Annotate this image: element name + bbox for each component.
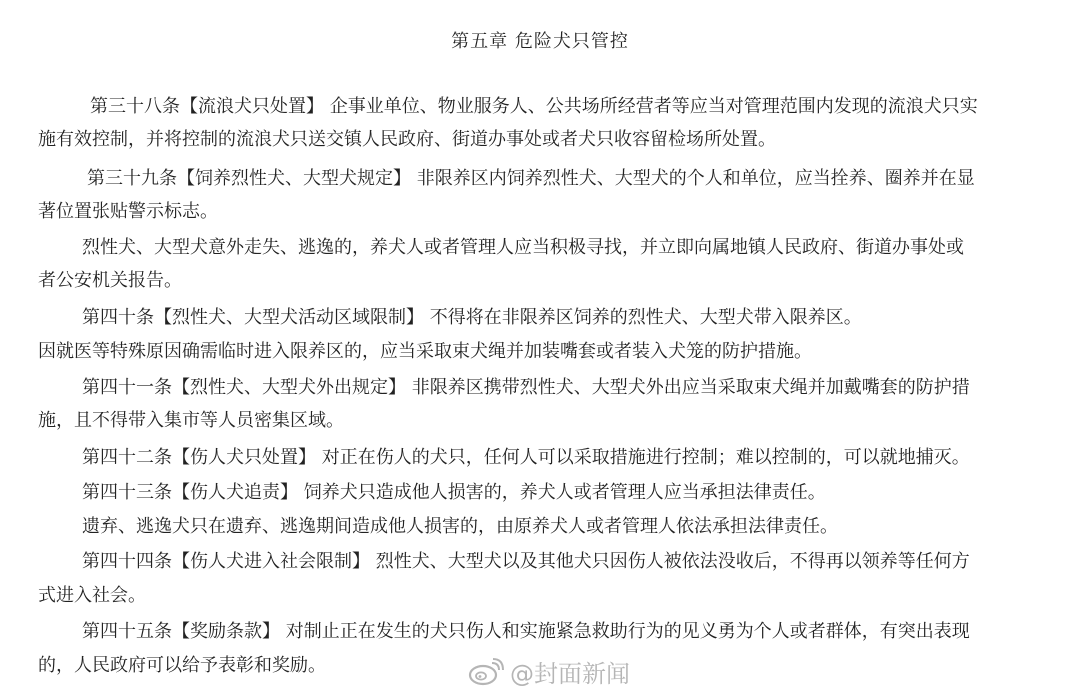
- text-line: 因就医等特殊原因确需临时进入限养区的，应当采取束犬绳并加装嘴套或者装入犬笼的防护措施。: [38, 341, 812, 362]
- text-line: 施，且不得带入集市等人员密集区域。: [38, 410, 344, 431]
- watermark: [468, 654, 630, 689]
- text-line: 第三十八条【流浪犬只处置】 企事业单位、物业服务人、公共场所经营者等应当对管理范围内发现的流浪犬只实: [90, 96, 978, 117]
- weibo-logo-icon: [468, 658, 504, 686]
- text-line: 第四十四条【伤人犬进入社会限制】 烈性犬、大型犬以及其他犬只因伤人被依法没收后，不得再以领养等任何方: [82, 551, 970, 572]
- text-line: 烈性犬、大型犬意外走失、逃逸的，养犬人或者管理人应当积极寻找，并立即向属地镇人民政府、街道办事处或: [82, 237, 964, 258]
- text-line: 施有效控制，并将控制的流浪犬只送交镇人民政府、街道办事处或者犬只收容留检场所处置。: [38, 129, 776, 150]
- text-line: 第四十五条【奖励条款】 对制止正在发生的犬只伤人和实施紧急救助行为的见义勇为个人或者群体，有突出表现: [82, 621, 970, 642]
- text-line: 的，人民政府可以给予表彰和奖励。: [38, 655, 326, 676]
- chapter-title: 第五章 危险犬只管控: [451, 31, 629, 52]
- text-line: 第四十条【烈性犬、大型犬活动区域限制】 不得将在非限养区饲养的烈性犬、大型犬带入限养区。: [82, 307, 862, 328]
- text-line: 第三十九条【饲养烈性犬、大型犬规定】 非限养区内饲养烈性犬、大型犬的个人和单位，应当拴养、圈养并在显: [87, 168, 975, 189]
- text-line: 者公安机关报告。: [38, 270, 182, 291]
- text-line: 遗弃、逃逸犬只在遗弃、逃逸期间造成他人损害的，由原养犬人或者管理人依法承担法律责任。: [82, 516, 838, 537]
- text-line: 第四十一条【烈性犬、大型犬外出规定】 非限养区携带烈性犬、大型犬外出应当采取束犬绳并加戴嘴套的防护措: [82, 377, 970, 398]
- text-line: 式进入社会。: [38, 585, 146, 606]
- watermark-text: @封面新闻: [510, 660, 630, 688]
- text-line: 著位置张贴警示标志。: [38, 201, 218, 222]
- text-line: 第四十二条【伤人犬只处置】 对正在伤人的犬只，任何人可以采取措施进行控制；难以控制的，可以就地捕灭。: [82, 447, 970, 468]
- text-line: 第四十三条【伤人犬追责】 饲养犬只造成他人损害的，养犬人或者管理人应当承担法律责任。: [82, 482, 826, 503]
